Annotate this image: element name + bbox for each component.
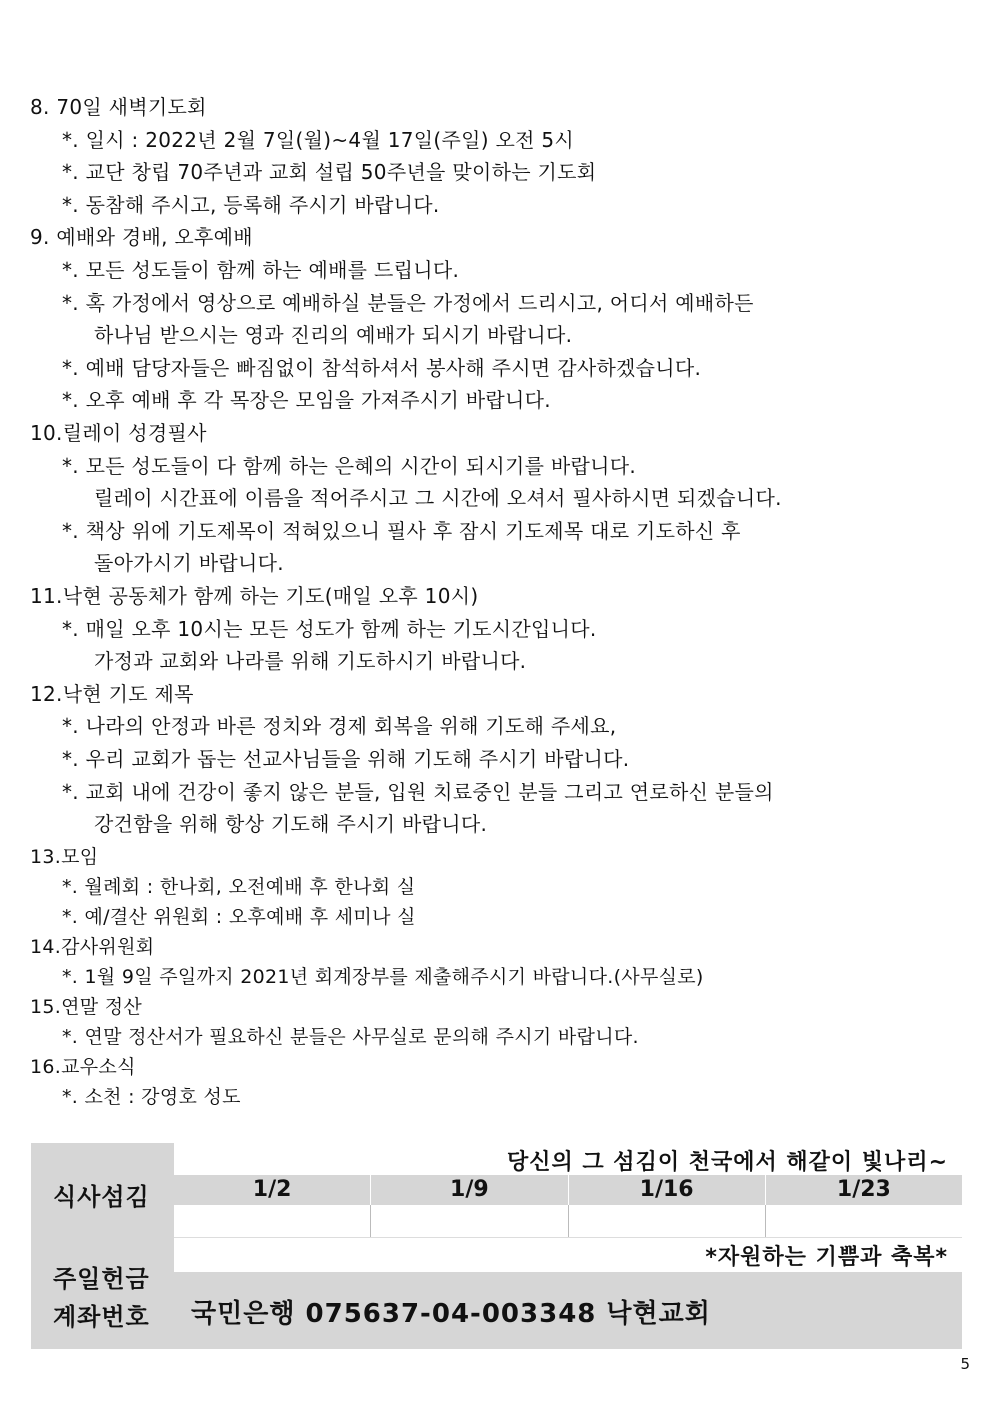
- meal-name-cell: [765, 1205, 962, 1237]
- notice-item: 강건함을 위해 항상 기도해 주시기 바랍니다.: [94, 812, 488, 837]
- notice-item: *. 연말 정산서가 필요하신 분들은 사무실로 문의해 주시기 바랍니다.: [62, 1025, 639, 1048]
- notice-title: 9. 예배와 경배, 오후예배: [30, 225, 253, 250]
- notice-title: 11.낙현 공동체가 함께 하는 기도(매일 오후 10시): [30, 584, 479, 608]
- meal-date-4: 1/23: [765, 1175, 962, 1205]
- account-label: 계좌번호: [53, 1303, 150, 1331]
- notice-item: *. 나라의 안정과 바른 정치와 경제 회복을 위해 기도해 주세요,: [62, 714, 617, 739]
- notice-item: *. 1월 9일 주일까지 2021년 회계장부를 제출해주시기 바랍니다.(사무실로): [62, 965, 704, 988]
- notice-item: *. 예배 담당자들은 빠짐없이 참석하셔서 봉사해 주시면 감사하겠습니다.: [62, 355, 702, 380]
- notice-title: 8. 70일 새벽기도회: [30, 95, 207, 119]
- notice-item: 하나님 받으시는 영과 진리의 예배가 되시기 바랍니다.: [94, 323, 573, 348]
- notice-item: *. 매일 오후 10시는 모든 성도가 함께 하는 기도시간입니다.: [62, 616, 597, 641]
- meal-names-row: [174, 1205, 962, 1237]
- notice-item: *. 일시 : 2022년 2월 7일(월)~4월 17일(주일) 오전 5시: [62, 127, 575, 152]
- page-number: 5: [960, 1355, 970, 1373]
- notice-item: *. 교회 내에 건강이 좋지 않은 분들, 입원 치료중인 분들 그리고 연로하신 분들의: [62, 779, 774, 804]
- notice-item: *. 책상 위에 기도제목이 적혀있으니 필사 후 잠시 기도제목 대로 기도하신 후: [62, 518, 741, 543]
- meal-date-3: 1/16: [568, 1175, 765, 1205]
- notice-title: 10.릴레이 성경필사: [30, 421, 207, 445]
- notice-title: 16.교우소식: [30, 1055, 136, 1078]
- notice-title: 15.연말 정산: [30, 995, 143, 1018]
- notice-item: *. 혹 가정에서 영상으로 예배하실 분들은 가정에서 드리시고, 어디서 예배하든: [62, 290, 754, 315]
- meal-name-cell: [370, 1205, 567, 1237]
- slogan-banner: [174, 1143, 962, 1175]
- notice-title: 14.감사위원회: [30, 935, 155, 958]
- notice-item: *. 동참해 주시고, 등록해 주시기 바랍니다.: [62, 192, 440, 217]
- offering-note: *자원하는 기쁨과 축복*: [705, 1245, 948, 1270]
- meal-date-1: 1/2: [252, 1177, 292, 1202]
- notice-item: *. 모든 성도들이 함께 하는 예배를 드립니다.: [62, 258, 460, 282]
- notice-item: *. 소천 : 강영호 성도: [62, 1085, 241, 1108]
- meal-service-label: 식사섬김: [53, 1183, 150, 1211]
- meal-date-2: 1/9: [370, 1175, 567, 1205]
- notice-item: *. 월례회 : 한나회, 오전예배 후 한나회 실: [62, 875, 416, 898]
- notice-item: *. 교단 창립 70주년과 교회 설립 50주년을 맞이하는 기도회: [62, 160, 597, 185]
- notice-item: 릴레이 시간표에 이름을 적어주시고 그 시간에 오셔서 필사하시면 되겠습니다.: [94, 486, 782, 511]
- meal-name-cell: [568, 1205, 765, 1237]
- meal-dates-row: [174, 1175, 962, 1205]
- bank-account: 국민은행 075637-04-003348 낙현교회: [191, 1299, 711, 1329]
- meal-offering-box: [31, 1143, 962, 1349]
- notice-item: *. 오후 예배 후 각 목장은 모임을 가져주시기 바랍니다.: [62, 388, 551, 413]
- notice-title: 12.낙현 기도 제목: [30, 681, 194, 706]
- notice-title: 13.모임: [30, 845, 99, 868]
- offering-label: 주일헌금: [53, 1265, 150, 1293]
- offering-note-banner: [174, 1237, 962, 1272]
- notice-item: *. 우리 교회가 돕는 선교사님들을 위해 기도해 주시기 바랍니다.: [62, 747, 630, 771]
- notice-item: 가정과 교회와 나라를 위해 기도하시기 바랍니다.: [94, 649, 527, 674]
- notice-item: *. 예/결산 위원회 : 오후예배 후 세미나 실: [62, 905, 416, 928]
- slogan-text: 당신의 그 섬김이 천국에서 해같이 빛나리~: [506, 1150, 948, 1175]
- meal-name-cell: [174, 1205, 370, 1237]
- notice-item: *. 모든 성도들이 다 함께 하는 은혜의 시간이 되시기를 바랍니다.: [62, 453, 637, 478]
- notice-item: 돌아가시기 바랍니다.: [94, 551, 284, 576]
